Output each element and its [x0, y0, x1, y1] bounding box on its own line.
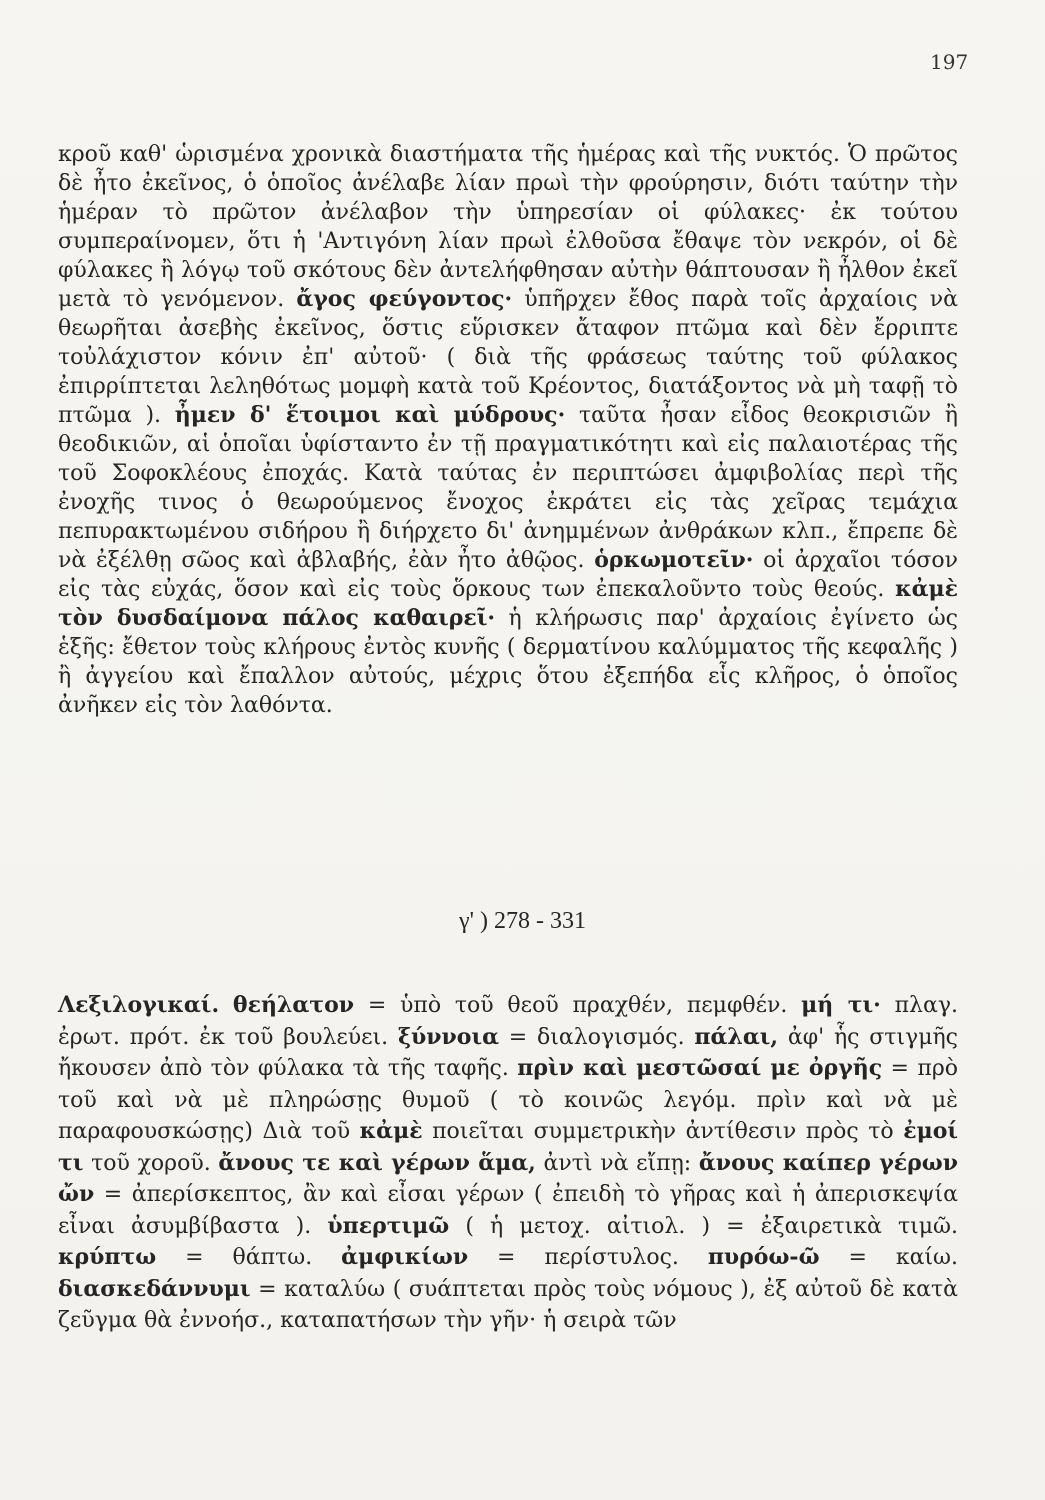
text-run: = πρὸ τοῦ καὶ νὰ μὲ πληρώσῃς θυμοῦ ( τὸ κοινῶς λεγόμ. πρὶν καὶ νὰ μὲ παραφουσκώσῃς) Διὰ τοῦ	[58, 1056, 958, 1144]
text-run: ἀντὶ νὰ εἴπῃ:	[535, 1150, 699, 1176]
bold-term: ξύννοια	[397, 1023, 500, 1050]
bold-term: ἐμοί τι	[58, 1118, 959, 1176]
text-run: ἀφ' ἧς στιγμῆς ἤκουσεν ἀπὸ τὸν φύλακα τὰ τῆς ταφῆς.	[58, 1024, 958, 1081]
section-heading: γ' ) 278 - 331	[459, 908, 586, 934]
bold-term: πάλαι,	[694, 1023, 779, 1050]
bold-term: ὁρκωμοτεῖν·	[594, 547, 754, 573]
bold-term: ἀμφικίων	[341, 1244, 469, 1270]
text-run: ἡ κλήρωσις παρ' ἀρχαίοις ἐγίνετο ὡς ἑξῆς: ἔθετον τοὺς κλήρους ἐντὸς κυνῆς ( δερματίνου καλύμματος τῆς κεφαλῆς ) ἢ ἀγγείου καὶ ἔπαλλον αὐτούς, μέχρις ὅτου ἐξεπήδα εἷς κλῆρος, ὁ ὁποῖος ἀνῆκεν εἰς τὸν λαθόντα.	[58, 606, 958, 718]
bold-term: ἄνους καίπερ γέρων ὤν	[58, 1149, 958, 1207]
text-run: = ὑπὸ τοῦ θεοῦ πραχθέν, πεμφθέν.	[354, 993, 802, 1018]
text-run: = περίστυλος.	[468, 1245, 708, 1270]
bold-term: κἀμὲ	[359, 1118, 423, 1144]
commentary-paragraph	[58, 140, 958, 720]
text-run: ( ἡ μετοχ. αἰτιολ. ) = ἐξαιρετικὰ τιμῶ.	[449, 1213, 958, 1239]
bold-term: κἀμὲ τὸν δυσδαίμονα πάλος καθαιρεῖ·	[58, 576, 958, 631]
text-run: τοῦ χοροῦ.	[83, 1150, 219, 1176]
bold-term: πρὶν καὶ μεστῶσαί με ὀργῆς	[517, 1055, 883, 1081]
bold-term: ἄγος φεύγοντος·	[296, 286, 513, 312]
text-run: = διαλογισμός.	[499, 1024, 695, 1050]
text-run: ποιεῖται συμμετρικὴν ἀντίθεσιν πρὸς τὸ	[422, 1119, 904, 1144]
bold-term: μή τι·	[801, 992, 881, 1018]
text-run: = θάπτω.	[156, 1245, 342, 1270]
text-run: = καταλύω ( συάπτεται πρὸς τοὺς νόμους ), ἐξ αὐτοῦ δὲ κατὰ ζεῦγμα θὰ ἐννοήσ., καταπατήσων τὴν γῆν· ἡ σειρὰ τῶν	[58, 1276, 958, 1333]
text-run: ὑπῆρχεν ἔθος παρὰ τοῖς ἀρχαίοις νὰ θεωρῆται ἀσεβὴς ἐκεῖνος, ὅστις εὕρισκεν ἄταφον πτῶμα καὶ δὲν ἔρριπτε τοὐλάχιστον κόνιν ἐπ' αὐτοῦ· ( διὰ τῆς φράσεως ταύτης τοῦ φύλακος ἐπιρρίπτεται λεληθότως μομφὴ κατὰ τοῦ Κρέοντος, διατάξοντος νὰ μὴ ταφῇ τὸ πτῶμα ).	[58, 287, 959, 428]
bold-term: ἄνους τε καὶ γέρων ἅμα,	[218, 1149, 536, 1176]
bold-term: θεήλατον	[232, 992, 355, 1018]
text-run: ταῦτα ἦσαν εἶδος θεοκρισιῶν ἢ θεοδικιῶν, αἱ ὁποῖαι ὑφίσταντο ἐν τῇ πραγματικότητι καὶ εἰς παλαιοτέρας τῆς τοῦ Σοφοκλέους ἐποχάς. Κατὰ ταύτας ἐν περιπτώσει ἀμφιβολίας περὶ τῆς ἐνοχῆς τινος ὁ θεωρούμενος ἔνοχος ἐκράτει εἰς τὰς χεῖρας τεμάχια πεπυρακτωμένου σιδήρου ἢ διήρχετο δι' ἀνημμένων ἀνθράκων κλπ., ἔπρεπε δὲ νὰ ἐξέλθῃ σῶος καὶ ἀβλαβής, ἐὰν ἦτο ἀθῷος.	[58, 403, 958, 573]
bold-term: ὑπερτιμῶ	[327, 1212, 450, 1239]
page-number: 197	[930, 50, 969, 74]
text-run	[219, 993, 233, 1018]
text-run: = καίω.	[819, 1245, 958, 1270]
vocabulary-paragraph	[58, 990, 958, 1337]
bold-term: κρύπτω	[58, 1244, 157, 1270]
bold-term: ἦμεν δ' ἕτοιμοι καὶ μύδρους·	[174, 402, 566, 428]
text-run: = ἀπερίσκεπτος, ἂν καὶ εἶσαι γέρων ( ἐπειδὴ τὸ γῆρας καὶ ἡ ἀπερισκεψία εἶναι ἀσυμβίβαστα ).	[58, 1182, 958, 1239]
bold-term: Λεξιλογικαί.	[58, 992, 220, 1018]
bold-term: διασκεδάννυμι	[58, 1275, 251, 1302]
text-run: κροῦ καθ' ὡρισμένα χρονικὰ διαστήματα τῆς ἡμέρας καὶ τῆς νυκτός. Ὁ πρῶτος δὲ ἦτο ἐκεῖνος, ὁ ὁποῖος ἀνέλαβε λίαν πρωὶ τὴν φρούρησιν, διότι ταύτην τὴν ἡμέραν τὸ πρῶτον ἀνέλαβον τὴν ὑπηρεσίαν οἱ φύλακες· ἐκ τούτου συμπεραίνομεν, ὅτι ἡ 'Αντιγόνη λίαν πρωὶ ἐλθοῦσα ἔθαψε τὸν νεκρόν, οἱ δὲ φύλακες ἢ λόγῳ τοῦ σκότους δὲν ἀντελήφθησαν αὐτὴν θάπτουσαν ἢ ἦλθον ἐκεῖ μετὰ τὸ γενόμενον.	[58, 142, 958, 312]
text-run: οἱ ἀρχαῖοι τόσον εἰς τὰς εὐχάς, ὅσον καὶ εἰς τοὺς ὅρκους των ἐπεκαλοῦντο τοὺς θεούς.	[58, 548, 958, 602]
text-run: πλαγ. ἐρωτ. πρότ. ἐκ τοῦ βουλεύει.	[58, 993, 958, 1050]
bold-term: πυρόω-ῶ	[707, 1244, 820, 1270]
